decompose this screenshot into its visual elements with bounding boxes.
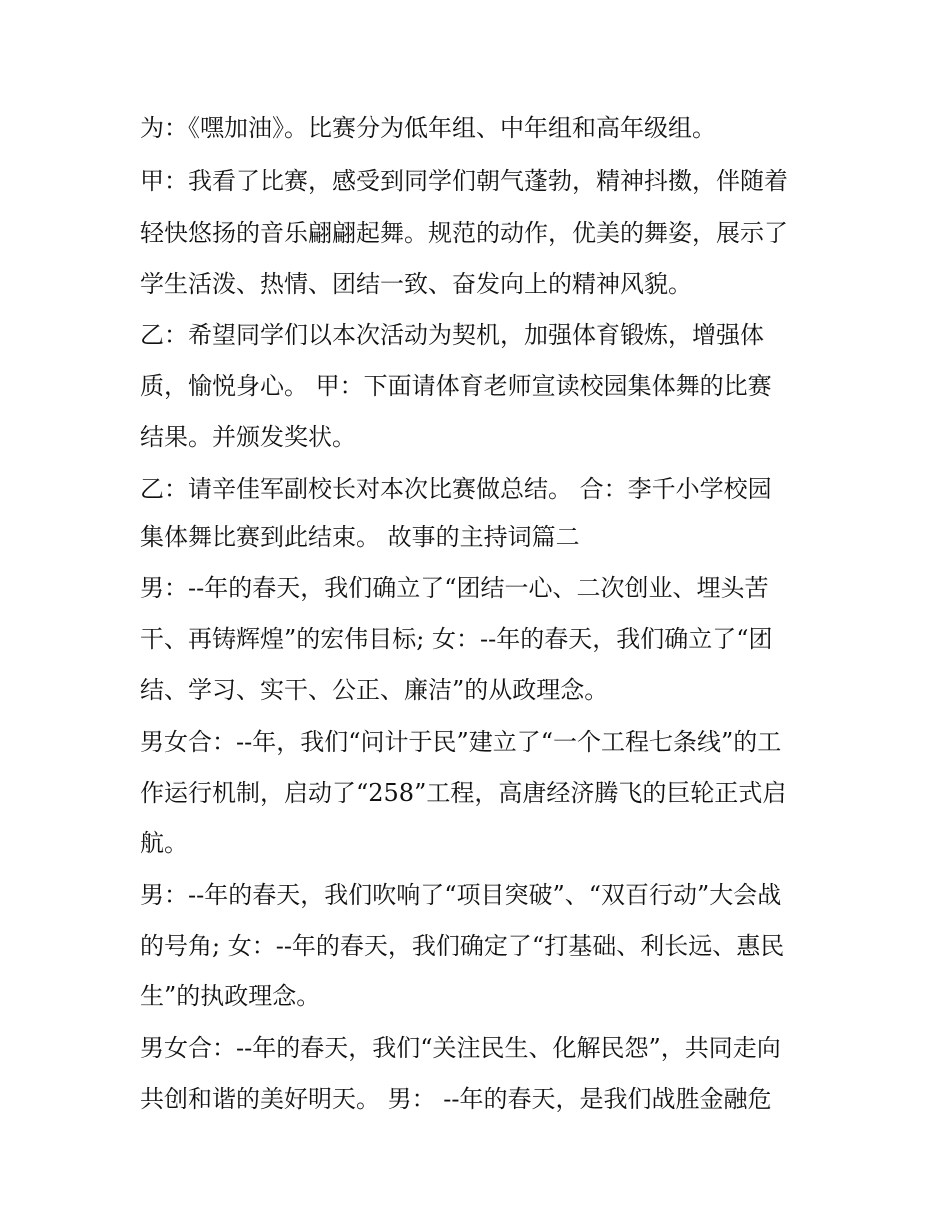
text-line: 质，愉悦身心。 甲：下面请体育老师宣读校园集体舞的比赛 xyxy=(140,372,772,400)
text-line: 生”的执政理念。 xyxy=(140,982,321,1010)
text-line: 共创和谐的美好明天。 男： --年的春天，是我们战胜金融危 xyxy=(140,1085,772,1113)
text-line: 航。 xyxy=(140,829,188,857)
text-line: 集体舞比赛到此结束。 故事的主持词篇二 xyxy=(140,523,580,551)
text-line: 的号角; 女：--年的春天，我们确定了“打基础、利长远、惠民 xyxy=(140,932,785,960)
text-line: 男女合：--年，我们“问计于民”建立了“一个工程七条线”的工 xyxy=(140,728,782,756)
text-line: 男：--年的春天，我们确立了“团结一心、二次创业、埋头苦 xyxy=(140,574,769,602)
text-line: 男：--年的春天，我们吹响了“项目突破”、“双百行动”大会战 xyxy=(140,881,782,909)
text-line: 男女合：--年的春天，我们“关注民生、化解民怨”，共同走向 xyxy=(140,1034,781,1062)
text-line: 乙：希望同学们以本次活动为契机，加强体育锻炼，增强体 xyxy=(140,321,764,349)
text-line: 作运行机制，启动了“258”工程，高唐经济腾飞的巨轮正式启 xyxy=(140,779,787,807)
text-line: 结、学习、实干、公正、廉洁”的从政理念。 xyxy=(140,676,609,704)
text-line: 干、再铸辉煌”的宏伟目标; 女：--年的春天，我们确立了“团 xyxy=(140,625,773,653)
text-line: 甲：我看了比赛，感受到同学们朝气蓬勃，精神抖擞，伴随着 xyxy=(140,167,788,195)
text-line: 为：《嘿加油》。比赛分为低年组、中年组和高年级组。 xyxy=(140,114,716,142)
text-line: 乙：请辛佳军副校长对本次比赛做总结。 合：李千小学校园 xyxy=(140,475,772,503)
text-line: 结果。并颁发奖状。 xyxy=(140,423,356,451)
text-line: 学生活泼、热情、团结一致、奋发向上的精神风貌。 xyxy=(140,270,692,298)
text-line: 轻快悠扬的音乐翩翩起舞。规范的动作，优美的舞姿，展示了 xyxy=(140,219,788,247)
